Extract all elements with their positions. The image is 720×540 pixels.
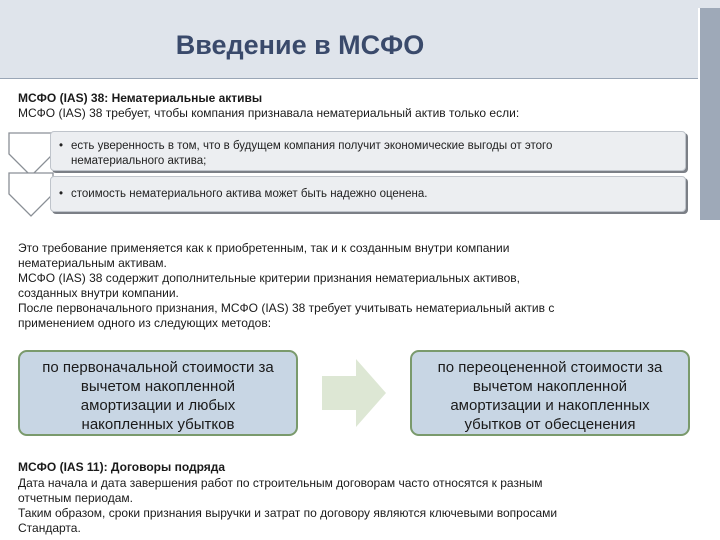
ias11-heading: МСФО (IAS 11): Договоры подряда <box>18 460 226 474</box>
ias38-paragraph <box>18 241 678 331</box>
method-line: амортизации и любых <box>80 397 236 414</box>
condition-box-1 <box>50 131 686 171</box>
method-line: накопленных убытков <box>81 416 235 433</box>
condition-box-2 <box>50 176 686 212</box>
method-line: по первоначальной стоимости за <box>42 359 274 376</box>
arrow-right-icon <box>322 359 386 427</box>
method-line: амортизации и накопленных <box>450 397 650 414</box>
method-line: вычетом накопленной <box>472 378 628 395</box>
decorative-side-bar <box>700 8 720 220</box>
bullet: • <box>59 188 64 200</box>
condition-1-line-1: есть уверенность в том, что в будущем компания получит экономические выгоды от этого <box>71 140 553 152</box>
paragraph-line: нематериальным активам. <box>18 256 167 270</box>
condition-1-line-2: нематериального актива; <box>71 155 207 167</box>
paragraph-line: отчетным периодам. <box>18 491 133 505</box>
method-line: по переоцененной стоимости за <box>437 359 663 376</box>
slide-title: Введение в МСФО <box>175 30 425 60</box>
paragraph-line: созданных внутри компании. <box>18 286 179 300</box>
paragraph-line: МСФО (IAS) 38 содержит дополнительные критерии признания нематериальных активов, <box>18 271 521 285</box>
method-line: убытков от обесценения <box>464 416 636 433</box>
bullet: • <box>59 140 64 152</box>
paragraph-line: Это требование применяется как к приобретенным, так и к созданным внутри компании <box>18 241 510 255</box>
method-card-cost <box>18 350 298 436</box>
paragraph-line: Таким образом, сроки признания выручки и затрат по договору являются ключевыми вопросами <box>18 506 558 520</box>
paragraph-line: Стандарта. <box>18 521 81 535</box>
ias38-heading: МСФО (IAS) 38: Нематериальные активы <box>18 91 263 105</box>
paragraph-line: применением одного из следующих методов: <box>18 316 272 330</box>
method-card-revaluation <box>410 350 690 436</box>
condition-2-line-1: стоимость нематериального актива может быть надежно оценена. <box>71 188 428 200</box>
method-line: вычетом накопленной <box>80 378 236 395</box>
paragraph-line: После первоначального признания, МСФО (IAS) 38 требует учитывать нематериальный актив с <box>18 301 555 315</box>
paragraph-line: Дата начала и дата завершения работ по строительным договорам часто относятся к разным <box>18 476 543 490</box>
chevron-down-icon <box>8 172 54 218</box>
header-divider <box>0 78 720 79</box>
ias38-intro: МСФО (IAS) 38 требует, чтобы компания признавала нематериальный актив только если: <box>18 106 520 120</box>
ias11-paragraph <box>18 476 678 536</box>
